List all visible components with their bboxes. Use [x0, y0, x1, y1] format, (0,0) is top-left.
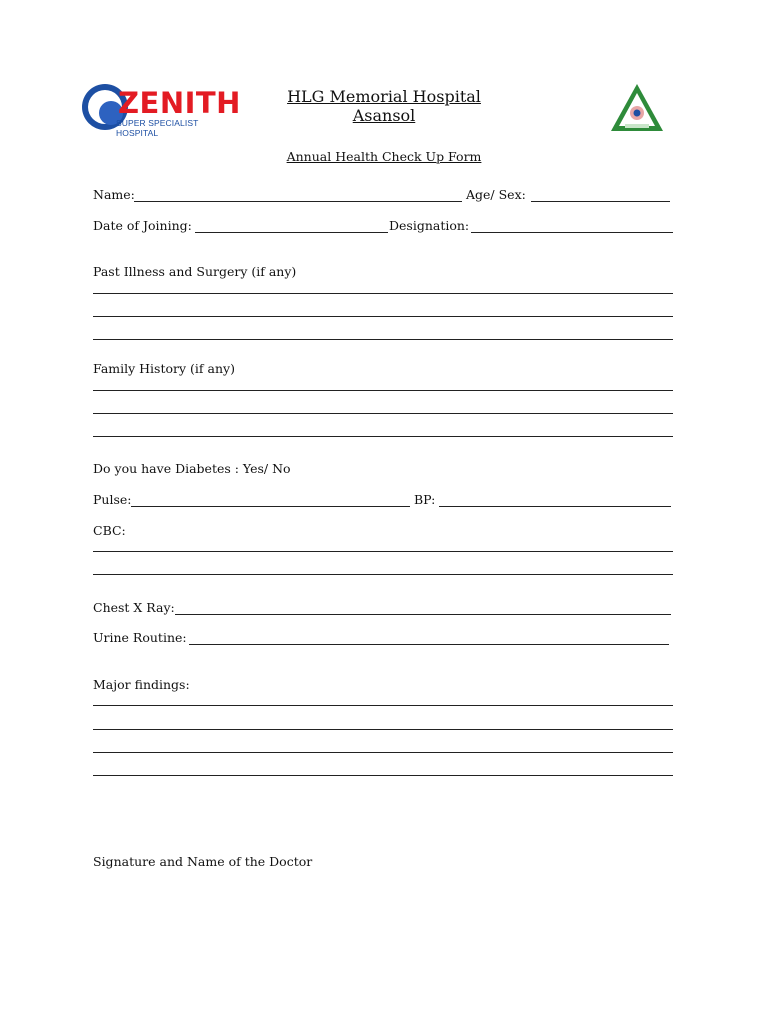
- past-illness-line[interactable]: [93, 339, 673, 340]
- designation-label: Designation:: [389, 218, 470, 233]
- pulse-label: Pulse:: [93, 492, 132, 507]
- past-illness-line[interactable]: [93, 293, 673, 294]
- doj-field[interactable]: [195, 232, 388, 233]
- cbc-line[interactable]: [93, 574, 673, 575]
- family-history-line[interactable]: [93, 436, 673, 437]
- chest-xray-label: Chest X Ray:: [93, 600, 175, 615]
- cbc-label: CBC:: [93, 523, 126, 538]
- family-history-label: Family History (if any): [93, 361, 235, 376]
- age-sex-field[interactable]: [531, 201, 670, 202]
- age-sex-label: Age/ Sex:: [466, 187, 526, 202]
- family-history-line[interactable]: [93, 413, 673, 414]
- chest-xray-field[interactable]: [175, 614, 671, 615]
- urine-field[interactable]: [189, 644, 669, 645]
- cbc-line[interactable]: [93, 551, 673, 552]
- zenith-logo-word: ZENITH: [118, 86, 241, 120]
- zenith-logo-tagline: SUPER SPECIALIST HOSPITAL: [116, 118, 199, 138]
- designation-field[interactable]: [471, 232, 673, 233]
- hospital-name: HLG Memorial Hospital: [287, 87, 481, 106]
- major-findings-label: Major findings:: [93, 677, 190, 692]
- bp-field[interactable]: [439, 506, 671, 507]
- doj-label: Date of Joining:: [93, 218, 192, 233]
- family-history-line[interactable]: [93, 390, 673, 391]
- major-findings-line[interactable]: [93, 775, 673, 776]
- name-label: Name:: [93, 187, 135, 202]
- name-field[interactable]: [134, 201, 462, 202]
- major-findings-line[interactable]: [93, 705, 673, 706]
- past-illness-label: Past Illness and Surgery (if any): [93, 264, 297, 279]
- zenith-logo: [82, 84, 241, 138]
- hospital-city: Asansol: [352, 106, 416, 125]
- diabetes-question: Do you have Diabetes : Yes/ No: [93, 461, 291, 476]
- accreditation-triangle-icon: [609, 82, 665, 134]
- urine-label: Urine Routine:: [93, 630, 187, 645]
- form-title: Annual Health Check Up Form: [286, 149, 482, 164]
- past-illness-line[interactable]: [93, 316, 673, 317]
- bp-label: BP:: [414, 492, 436, 507]
- major-findings-line[interactable]: [93, 729, 673, 730]
- signature-label: Signature and Name of the Doctor: [93, 854, 313, 869]
- pulse-field[interactable]: [131, 506, 410, 507]
- major-findings-line[interactable]: [93, 752, 673, 753]
